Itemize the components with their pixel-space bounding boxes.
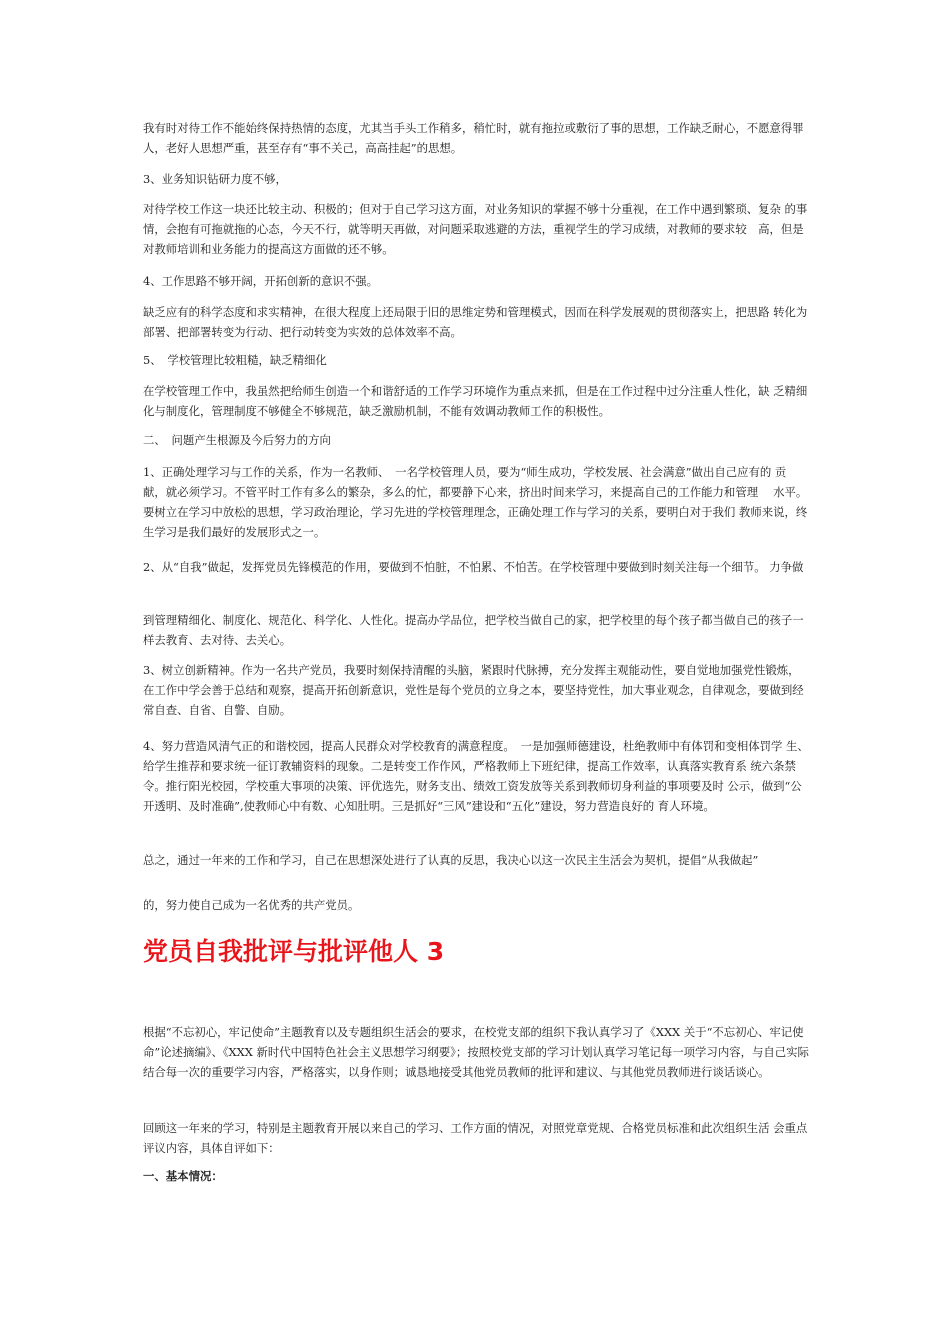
paragraph-15: 根据“不忘初心，牢记使命”主题教育以及专题组织生活会的要求，在校党支部的组织下我认真学习了《XXX 关于“不忘初心、牢记使命”论述摘编》、《XXX 新时代中国特色社会主义思想学习纲要》；按照校党支部的学习计划认真学习笔记每一项学习内容，与自己实际结合每一次的重要学习内容，严格落实，以身作则；诚恳地接受其他党员教师的批评和建议、与其他党员教师进行谈话谈心。 bbox=[143, 1025, 809, 1079]
paragraph-8: 1、正确处理学习与工作的关系，作为一名教师、 一名学校管理人员，要为“师生成功，学校发展、社会满意”做出自己应有的 贡献，就必须学习。不管平时工作有多么的繁杂，多么的忙，都要静下心来，挤出时间来学习，来提高自己的工作能力和管理 水平。要树立在学习中放松的思想，学习政治理论，学习先进的学校管理理念，正确处理工作与学习的关系，要明白对于我们 教师来说，终生学习是我们最好的发展形式之一。 bbox=[143, 465, 808, 539]
paragraph-6: 5、 学校管理比较粗糙，缺乏精细化 bbox=[143, 353, 327, 367]
paragraph-2: 3、业务知识钻研力度不够， bbox=[143, 172, 287, 186]
section-heading-2: 二、 问题产生根源及今后努力的方向 bbox=[143, 433, 331, 447]
paragraph-1: 我有时对待工作不能始终保持热情的态度，尤其当手头工作稍多，稍忙时，就有拖拉或敷衍了事的思想，工作缺乏耐心，不愿意得罪人，老好人思想严重，甚至存有“事不关己，高高挂起”的思想。 bbox=[143, 121, 804, 155]
paragraph-7: 在学校管理工作中，我虽然把给师生创造一个和谐舒适的工作学习环境作为重点来抓，但是在工作过程中过分注重人性化，缺 乏精细化与制度化，管理制度不够健全不够规范，缺乏激励机制，不能有效调动教师工作的积极性。 bbox=[143, 384, 808, 418]
paragraph-4: 4、工作思路不够开阔，开拓创新的意识不强。 bbox=[143, 274, 379, 288]
paragraph-10: 到管理精细化、制度化、规范化、科学化、人性化。提高办学品位，把学校当做自己的家，把学校里的每个孩子都当做自己的孩子一样去教育、去对待、去关心。 bbox=[143, 613, 804, 647]
paragraph-12: 4、努力营造风清气正的和谐校园，提高人民群众对学校教育的满意程度。 一是加强师德建设，杜绝教师中有体罚和变相体罚学 生、给学生推荐和要求统一征订教辅资料的现象。二是转变工作作风，严格教师上下班纪律，提高工作效率，认真落实教育系 统六条禁令。推行阳光校园，学校重大事项的决策、评优选先，财务支出、绩效工资发放等关系到教师切身利益的事项要及时 公示，做到“公开透明、及时准确”,使教师心中有数、心知肚明。三是抓好“三风”建设和“五化”建设，努力营造良好的 育人环境。 bbox=[143, 739, 809, 813]
paragraph-16: 回顾这一年来的学习，特别是主题教育开展以来自己的学习、工作方面的情况，对照党章党规、合格党员标准和此次组织生活 会重点评议内容，具体自评如下： bbox=[143, 1121, 808, 1155]
section-title: 党员自我批评与批评他人 3 bbox=[143, 937, 445, 966]
paragraph-5: 缺乏应有的科学态度和求实精神，在很大程度上还局限于旧的思维定势和管理模式，因而在科学发展观的贯彻落实上，把思路 转化为部署、把部署转变为行动、把行动转变为实效的总体效率不高。 bbox=[143, 305, 808, 339]
paragraph-11: 3、树立创新精神。作为一名共产党员，我要时刻保持清醒的头脑，紧跟时代脉搏，充分发挥主观能动性，要自觉地加强党性锻炼，在工作中学会善于总结和观察，提高开拓创新意识，党性是每个党员的立身之本，要坚持党性，加大事业观念，自律观念，要做到经常自查、自省、自警、自励。 bbox=[143, 663, 804, 717]
paragraph-3: 对待学校工作这一块还比较主动、积极的；但对于自己学习这方面，对业务知识的掌握不够十分重视，在工作中遇到繁琐、复杂 的事情，会抱有可拖就拖的心态，今天不行，就等明天再做，对问题采取逃避的方法，重视学生的学习成绩，对教师的要求较 高，但是对教师培训和业务能力的提高这方面做的还不够。 bbox=[143, 202, 808, 256]
paragraph-9: 2、从“自我”做起，发挥党员先锋模范的作用，要做到不怕脏，不怕累、不怕苦。在学校管理中要做到时刻关注每一个细节。 力争做 bbox=[143, 560, 804, 574]
subheading-basic-info: 一、基本情况： bbox=[143, 1169, 223, 1183]
paragraph-13: 总之，通过一年来的工作和学习，自己在思想深处进行了认真的反思，我决心以这一次民主生活会为契机，提倡“从我做起” bbox=[143, 853, 759, 867]
paragraph-14: 的，努力使自己成为一名优秀的共产党员。 bbox=[143, 898, 360, 912]
